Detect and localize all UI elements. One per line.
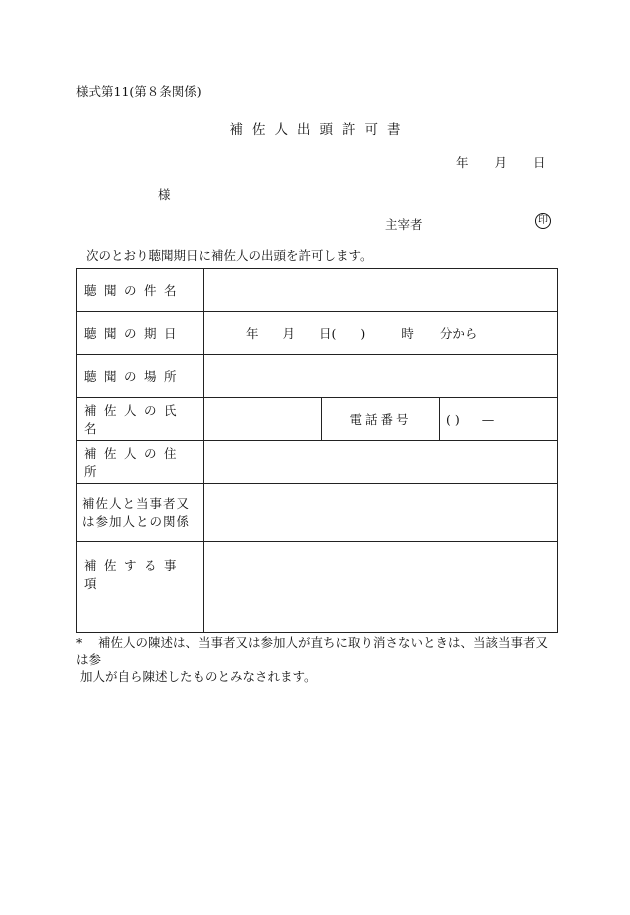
table-row-subject bbox=[77, 269, 558, 312]
assisted-matters-label: 補佐する事項 bbox=[77, 542, 204, 633]
assistant-name-field[interactable] bbox=[204, 398, 322, 441]
table-row-relationship bbox=[77, 484, 558, 542]
hearing-year-label: 年 bbox=[246, 326, 259, 341]
table-row-matters bbox=[77, 542, 558, 633]
hearing-hour-label: 時 bbox=[401, 326, 414, 341]
hearing-day-label: 日( bbox=[319, 326, 337, 341]
hearing-date-field[interactable] bbox=[204, 312, 558, 355]
relationship-label bbox=[77, 484, 204, 542]
hearing-subject-field[interactable] bbox=[204, 269, 558, 312]
relationship-label-line1: 補佐人と当事者又 bbox=[82, 495, 191, 511]
hearing-date-label: 聴聞の期日 bbox=[77, 312, 204, 355]
hearing-subject-label: 聴聞の件名 bbox=[77, 269, 204, 312]
hearing-month-label: 月 bbox=[282, 326, 296, 341]
addressee-suffix: 様 bbox=[158, 187, 171, 202]
phone-number-field[interactable] bbox=[440, 398, 558, 441]
table-row-place bbox=[77, 355, 558, 398]
footnote bbox=[76, 634, 558, 685]
hearing-paren-close: ) bbox=[360, 326, 366, 341]
hearing-place-label: 聴聞の場所 bbox=[77, 355, 204, 398]
presider-label: 主宰者 bbox=[385, 217, 423, 232]
relationship-field[interactable] bbox=[204, 484, 558, 542]
seal-mark-icon: 印 bbox=[535, 213, 551, 229]
hearing-place-field[interactable] bbox=[204, 355, 558, 398]
form-number: 様式第11(第８条関係) bbox=[76, 84, 202, 99]
hearing-minute-label: 分から bbox=[439, 326, 478, 341]
assisted-matters-field[interactable] bbox=[204, 542, 558, 633]
date-month-label: 月 bbox=[494, 155, 508, 170]
phone-number-label: 電話番号 bbox=[322, 398, 440, 441]
phone-area-parens: ( ) bbox=[446, 411, 460, 427]
issue-date-line bbox=[456, 153, 546, 171]
table-row-assistant-name bbox=[77, 398, 558, 441]
footnote-line2: 加人が自ら陳述したものとみなされます。 bbox=[80, 669, 317, 684]
footnote-asterisk: * bbox=[76, 635, 83, 650]
document-title: 補佐人出頭許可書 bbox=[229, 122, 410, 138]
date-year-label: 年 bbox=[456, 155, 469, 170]
assistant-address-field[interactable] bbox=[204, 441, 558, 484]
relationship-label-line2: は参加人との関係 bbox=[82, 513, 191, 529]
intro-text: 次のとおり聴聞期日に補佐人の出頭を許可します。 bbox=[86, 248, 373, 263]
assistant-address-label: 補佐人の住所 bbox=[77, 441, 204, 484]
permit-form-table bbox=[76, 268, 558, 633]
phone-dash: — bbox=[481, 411, 495, 427]
footnote-line1: 補佐人の陳述は、当事者又は参加人が直ちに取り消さないときは、当該当事者又は参 bbox=[76, 635, 549, 667]
date-day-label: 日 bbox=[533, 155, 546, 170]
assistant-name-label: 補佐人の氏名 bbox=[77, 398, 204, 441]
table-row-assistant-address bbox=[77, 441, 558, 484]
table-row-date bbox=[77, 312, 558, 355]
